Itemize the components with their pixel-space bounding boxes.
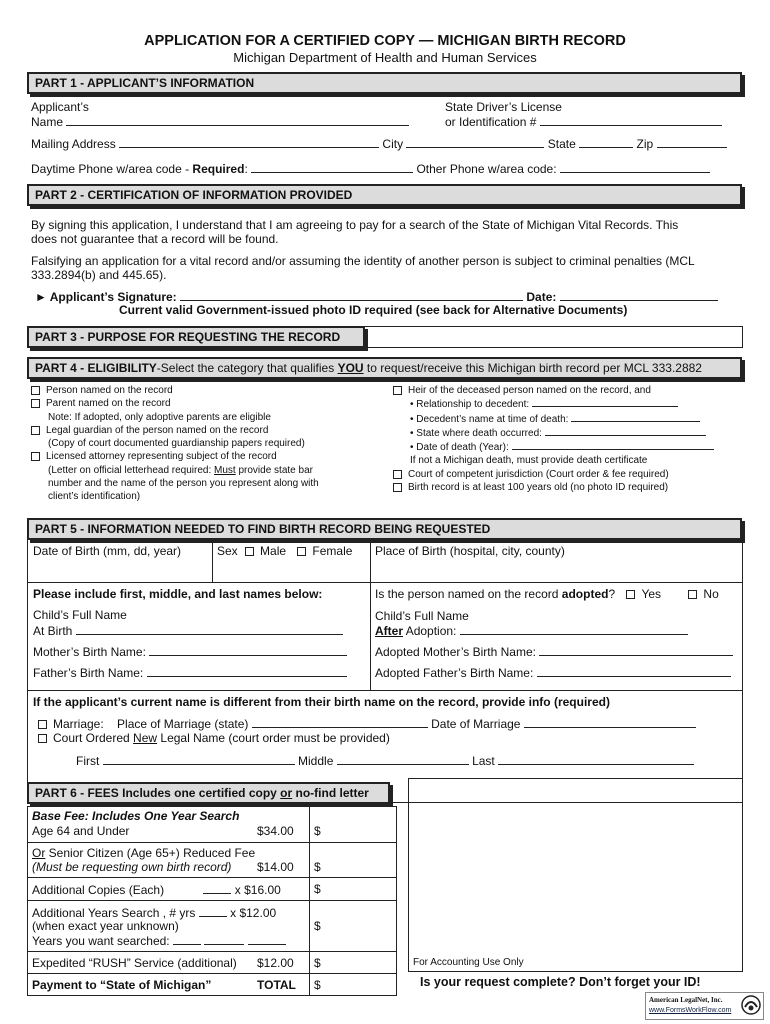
eligibility-attorney[interactable]: Licensed attorney representing subject of the record [31, 450, 319, 463]
eligibility-person[interactable]: Person named on the record [31, 384, 319, 397]
marriage-checkbox[interactable] [38, 720, 47, 729]
payment-label: Payment to “State of Michigan” [32, 978, 212, 992]
court-ordered-checkbox[interactable] [38, 734, 47, 743]
other-phone-label: Other Phone w/area code: [416, 162, 557, 176]
accounting-box [408, 778, 743, 972]
add-copies-amount-field[interactable]: $ [314, 882, 321, 896]
license-label: State Driver’s License [445, 100, 562, 114]
checkbox[interactable] [31, 386, 40, 395]
marriage-row: Marriage: Place of Marriage (state) Date of Marriage [38, 716, 696, 731]
mailing-address-field[interactable] [119, 136, 379, 148]
adopted-child-name-field[interactable] [460, 623, 688, 635]
part2-heading: PART 2 - CERTIFICATION OF INFORMATION PROVIDED [27, 184, 742, 206]
total-amount-field[interactable]: $ [314, 978, 321, 992]
names-instruction: Please include first, middle, and last names below: [33, 587, 323, 601]
dob-label: Date of Birth (mm, dd, year) [33, 544, 182, 558]
part5-heading: PART 5 - INFORMATION NEEDED TO FIND BIRTH RECORD BEING REQUESTED [27, 518, 742, 540]
age64-price: $34.00 [257, 824, 294, 838]
death-year-field[interactable] [512, 440, 714, 450]
checkbox[interactable] [393, 386, 402, 395]
date-label: Date: [526, 290, 557, 304]
part3-heading: PART 3 - PURPOSE FOR REQUESTING THE RECORD [27, 326, 365, 348]
eligibility-court[interactable]: Court of competent jurisdiction (Court order & fee required) [393, 468, 714, 481]
day-phone-label: Daytime Phone w/area code - [31, 162, 193, 176]
new-name-row: First Middle Last [76, 753, 694, 768]
adopted-yes-checkbox[interactable] [626, 590, 635, 599]
marriage-date-field[interactable] [524, 716, 696, 728]
years-searched-field-2[interactable] [204, 933, 244, 945]
checkbox[interactable] [393, 470, 402, 479]
state-field[interactable] [579, 136, 633, 148]
checkbox[interactable] [31, 452, 40, 461]
other-phone-field[interactable] [560, 161, 710, 173]
adopted-no-checkbox[interactable] [688, 590, 697, 599]
id-note: Current valid Government-issued photo ID required (see back for Alternative Documents) [119, 303, 628, 317]
new-middle-name-field[interactable] [337, 753, 469, 765]
father-name-field[interactable] [147, 665, 347, 677]
eligibility-parent[interactable]: Parent named on the record [31, 397, 319, 410]
certification-para1b: does not guarantee that a record will be found. [31, 232, 279, 246]
certification-para2b: 333.2894(b) and 445.65). [31, 268, 167, 282]
reminder-text: Is your request complete? Don’t forget your ID! [420, 975, 701, 989]
applicant-name-field[interactable] [66, 114, 409, 126]
day-phone-field[interactable] [251, 161, 413, 173]
signature-date-field[interactable] [560, 289, 718, 301]
add-years-qty-field[interactable] [199, 905, 227, 917]
age64-amount-field[interactable]: $ [314, 824, 321, 838]
mailing-label: Mailing Address [31, 137, 116, 151]
city-field[interactable] [406, 136, 544, 148]
sex-group: Sex Male Female [217, 544, 353, 558]
child-name-field[interactable] [76, 623, 343, 635]
add-copies-qty-field[interactable] [203, 882, 231, 894]
eligibility-right: Heir of the deceased person named on the record, and • Relationship to decedent: • Decedent’s name at time of death: • State where death occurred: • Date of death (Year): If not a Michigan death, must provide death certificate Court of competent jurisdiction (Court order & fee required) Birth record is at least 100 years old (no photo ID required) [393, 384, 714, 494]
court-ordered-row: Court Ordered New Legal Name (court order must be provided) [38, 731, 390, 745]
eligibility-heir[interactable]: Heir of the deceased person named on the record, and [393, 384, 714, 397]
name-change-heading: If the applicant’s current name is different from their birth name on the record, provide info (required) [33, 695, 610, 709]
license-field[interactable] [540, 114, 722, 126]
pob-label: Place of Birth (hospital, city, county) [375, 544, 565, 558]
part6-heading: PART 6 - FEES Includes one certified copy or no-find letter [27, 782, 390, 804]
years-searched-field-3[interactable] [248, 933, 286, 945]
signature-field[interactable] [180, 289, 523, 301]
new-last-name-field[interactable] [498, 753, 694, 765]
rush-price: $12.00 [257, 956, 294, 970]
form-subtitle: Michigan Department of Health and Human Services [233, 50, 537, 65]
footer-url[interactable]: www.FormsWorkFlow.com [649, 1007, 732, 1014]
part4-heading: PART 4 - ELIGIBILITY-Select the category that qualifies YOU to request/receive this Michigan birth record per MCL 333.2882 [27, 357, 742, 379]
company-logo-icon [741, 995, 761, 1015]
form-title: APPLICATION FOR A CERTIFIED COPY — MICHIGAN BIRTH RECORD [144, 33, 626, 49]
city-label: City [382, 137, 404, 151]
male-checkbox[interactable] [245, 547, 254, 556]
checkbox[interactable] [393, 483, 402, 492]
decedent-name-field[interactable] [571, 412, 700, 422]
footer-logo: American LegalNet, Inc. www.FormsWorkFlow.com [645, 992, 764, 1020]
eligibility-guardian[interactable]: Legal guardian of the person named on the record [31, 424, 319, 437]
base-fee-label: Base Fee: Includes One Year Search [32, 809, 240, 823]
rush-amount-field[interactable]: $ [314, 956, 321, 970]
add-years-amount-field[interactable]: $ [314, 919, 321, 933]
certification-para1a: By signing this application, I understand that I am agreeing to pay for a search of the State of Michigan Vital Records. This [31, 218, 679, 232]
mother-name-field[interactable] [149, 644, 347, 656]
signature-label: ► Applicant’s Signature: [35, 290, 177, 304]
relationship-field[interactable] [532, 397, 678, 407]
new-first-name-field[interactable] [103, 753, 295, 765]
senior-price: $14.00 [257, 860, 294, 874]
eligibility-100-years[interactable]: Birth record is at least 100 years old (no photo ID required) [393, 481, 714, 494]
checkbox[interactable] [31, 426, 40, 435]
certification-para2a: Falsifying an application for a vital record and/or assuming the identity of another person is subject to criminal penalties (MCL [31, 254, 695, 268]
years-searched-field-1[interactable] [173, 933, 201, 945]
death-state-field[interactable] [545, 426, 706, 436]
part1-heading: PART 1 - APPLICANT’S INFORMATION [27, 72, 742, 94]
checkbox[interactable] [31, 399, 40, 408]
total-label: TOTAL [257, 978, 296, 992]
adopted-question: Is the person named on the record adopted? Yes No [375, 587, 719, 601]
accounting-label: For Accounting Use Only [413, 957, 524, 968]
zip-label: Zip [636, 137, 654, 151]
senior-amount-field[interactable]: $ [314, 860, 321, 874]
adopted-father-field[interactable] [537, 665, 731, 677]
female-checkbox[interactable] [297, 547, 306, 556]
eligibility-left: Person named on the record Parent named on the record Note: If adopted, only adoptive parents are eligible Legal guardian of the person named on the record (Copy of court documented guardianship papers required) Licensed attorney representing subject of the record (Letter on official letterhead required: Must provide state bar number and the name of the person you represent along with client’s identification) [31, 384, 319, 504]
state-label: State [547, 137, 576, 151]
applicant-name-label: Applicant’s [31, 100, 89, 114]
adopted-mother-field[interactable] [539, 644, 733, 656]
marriage-place-field[interactable] [252, 716, 428, 728]
zip-field[interactable] [657, 136, 727, 148]
